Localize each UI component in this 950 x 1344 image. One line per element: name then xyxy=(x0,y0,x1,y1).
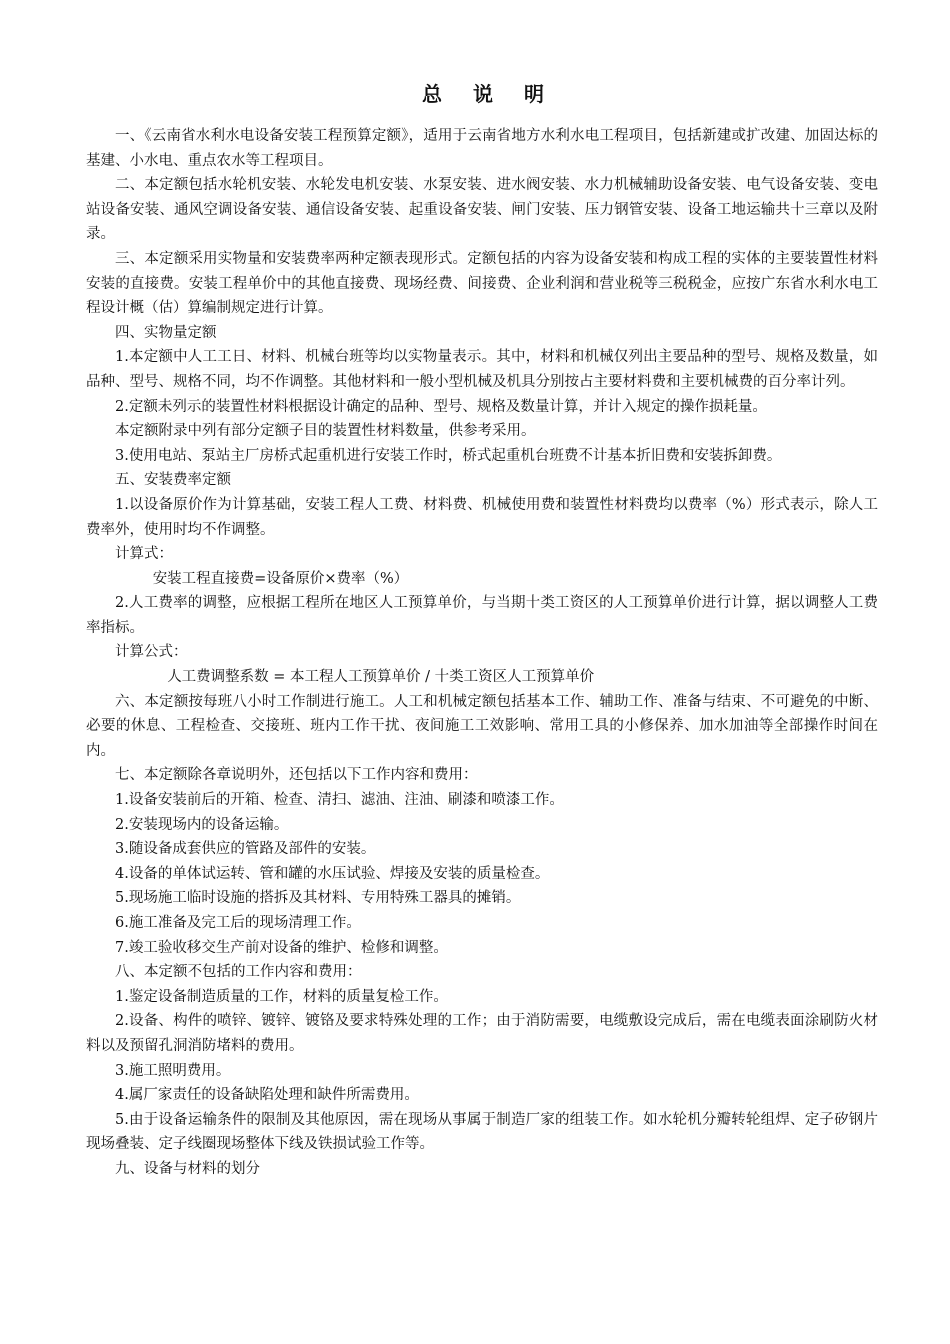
paragraph-8-3: 3.施工照明费用。 xyxy=(115,1062,231,1079)
paragraph-4-1: 1.本定额中人工工日、材料、机械台班等均以实物量表示。其中，材料和机械仅列出主要品种的型号、规格及数量，如品种、型号、规格不同，均不作调整。其他材料和一般小型机械及机具分别按占主要材料费和主要机械费的百分率计列。 xyxy=(86,349,878,390)
paragraph-5-1: 1.以设备原价作为计算基础，安装工程人工费、材料费、机械使用费和装置性材料费均以费率（%）形式表示，除人工费率外，使用时均不作调整。 xyxy=(86,496,878,538)
paragraph-7-4: 4.设备的单体试运转、管和罐的水压试验、焊接及安装的质量检查。 xyxy=(115,865,550,882)
paragraph-8-4: 4.属厂家责任的设备缺陷处理和缺件所需费用。 xyxy=(115,1087,419,1104)
document-page xyxy=(86,80,878,1182)
paragraph-7-6: 6.施工准备及完工后的现场清理工作。 xyxy=(115,915,361,931)
paragraph-2: 二、本定额包括水轮机安装、水轮发电机安装、水泵安装、进水阀安装、水力机械辅助设备安装、电气设备安装、变电站设备安装、通风空调设备安装、通信设备安装、起重设备安装、闸门安装、压力钢管安装、设备工地运输共十三章以及附录。 xyxy=(86,177,878,243)
section-heading-4: 四、实物量定额 xyxy=(115,324,217,341)
paragraph-7-5: 5.现场施工临时设施的搭拆及其材料、专用特殊工器具的摊销。 xyxy=(115,890,521,907)
section-heading-5: 五、安装费率定额 xyxy=(115,472,231,489)
section-heading-7: 七、本定额除各章说明外，还包括以下工作内容和费用： xyxy=(115,767,478,784)
formula-1: 安装工程直接费=设备原价×费率（%） xyxy=(152,570,409,587)
section-heading-8: 八、本定额不包括的工作内容和费用： xyxy=(115,964,362,981)
paragraph-1: 一、《云南省水利水电设备安装工程预算定额》，适用于云南省地方水利水电工程项目，包括新建或扩改建、加固达标的基建、小水电、重点农水等工程项目。 xyxy=(86,128,878,169)
paragraph-4-3: 3.使用电站、泵站主厂房桥式起重机进行安装工作时，桥式起重机台班费不计基本折旧费和安装拆卸费。 xyxy=(115,447,782,464)
paragraph-5-2: 2.人工费率的调整，应根据工程所在地区人工预算单价，与当期十类工资区的人工预算单价进行计算，据以调整人工费率指标。 xyxy=(86,595,878,636)
formula-label-1: 计算式： xyxy=(115,546,173,563)
paragraph-3: 三、本定额采用实物量和安装费率两种定额表现形式。定额包括的内容为设备安装和构成工程的实体的主要装置性材料安装的直接费。安装工程单价中的其他直接费、现场经费、间接费、企业利润和营业税等三税税金，应按广东省水利水电工程设计概（估）算编制规定进行计算。 xyxy=(86,250,878,317)
page-title: 总 说 明 xyxy=(422,82,556,106)
paragraph-8-2: 2.设备、构件的喷锌、镀锌、镀铬及要求特殊处理的工作；由于消防需要，电缆敷设完成后，需在电缆表面涂刷防火材料以及预留孔洞消防堵料的费用。 xyxy=(86,1013,878,1054)
formula-2: 人工费调整系数 = 本工程人工预算单价 / 十类工资区人工预算单价 xyxy=(167,669,595,686)
paragraph-8-1: 1.鉴定设备制造质量的工作，材料的质量复检工作。 xyxy=(115,988,448,1005)
paragraph-4-2-note: 本定额附录中列有部分定额子目的装置性材料数量，供参考采用。 xyxy=(115,423,536,440)
paragraph-7-2: 2.安装现场内的设备运输。 xyxy=(115,816,289,833)
section-heading-9: 九、设备与材料的划分 xyxy=(115,1160,260,1177)
paragraph-7-7: 7.竣工验收移交生产前对设备的维护、检修和调整。 xyxy=(115,939,448,956)
paragraph-7-3: 3.随设备成套供应的管路及部件的安装。 xyxy=(115,841,376,858)
paragraph-4-2: 2.定额未列示的装置性材料根据设计确定的品种、型号、规格及数量计算，并计入规定的操作损耗量。 xyxy=(115,398,767,415)
formula-label-2: 计算公式： xyxy=(115,644,188,661)
paragraph-7-1: 1.设备安装前后的开箱、检查、清扫、滤油、注油、刷漆和喷漆工作。 xyxy=(115,792,564,809)
paragraph-6: 六、本定额按每班八小时工作制进行施工。人工和机械定额包括基本工作、辅助工作、准备与结束、不可避免的中断、必要的休息、工程检查、交接班、班内工作干扰、夜间施工工效影响、常用工具的小修保养、加水加油等全部操作时间在内。 xyxy=(86,693,878,759)
paragraph-8-5: 5.由于设备运输条件的限制及其他原因，需在现场从事属于制造厂家的组装工作。如水轮机分瓣转轮组焊、定子矽钢片现场叠装、定子线圈现场整体下线及铁损试验工作等。 xyxy=(86,1111,878,1153)
